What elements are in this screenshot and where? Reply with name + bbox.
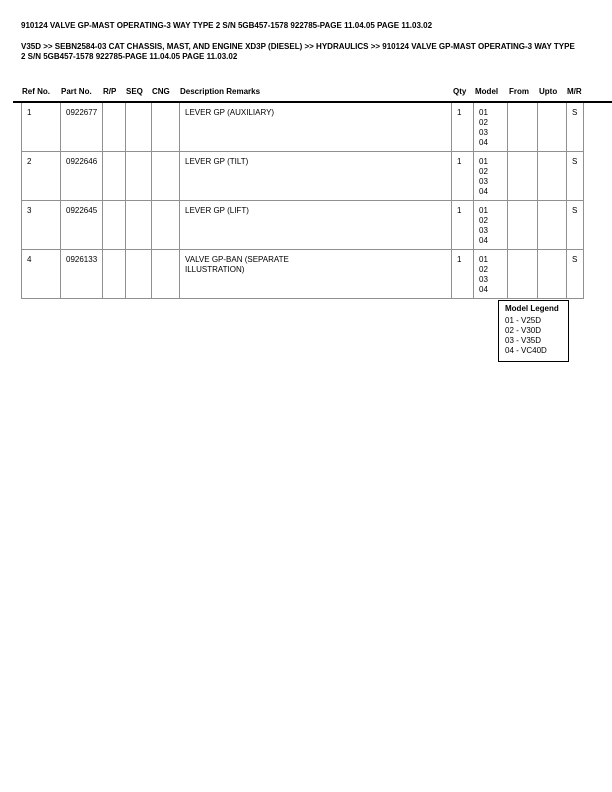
upto-cell <box>538 152 567 201</box>
model-legend <box>498 300 569 362</box>
col-header-from: From <box>509 87 529 96</box>
mr-cell: S <box>567 152 584 201</box>
table-row <box>22 201 584 250</box>
seq-cell <box>126 201 152 250</box>
table-header <box>0 87 612 99</box>
part-number-cell: 0922646 <box>61 152 103 201</box>
col-header-rp: R/P <box>103 87 117 96</box>
description-cell: LEVER GP (LIFT) <box>180 201 452 250</box>
model-cell: 01 02 03 04 <box>474 152 508 201</box>
qty-cell: 1 <box>452 250 474 299</box>
part-number-cell: 0926133 <box>61 250 103 299</box>
part-number-cell: 0922677 <box>61 103 103 152</box>
col-header-mr: M/R <box>567 87 582 96</box>
col-header-seq: SEQ <box>126 87 143 96</box>
model-cell: 01 02 03 04 <box>474 103 508 152</box>
upto-cell <box>538 201 567 250</box>
col-header-cng: CNG <box>152 87 170 96</box>
description-cell: LEVER GP (AUXILIARY) <box>180 103 452 152</box>
upto-cell <box>538 103 567 152</box>
cng-cell <box>152 152 180 201</box>
table-row <box>22 152 584 201</box>
model-legend-item: 02 - V30D <box>505 326 542 335</box>
table-row <box>22 250 584 299</box>
mr-cell: S <box>567 103 584 152</box>
col-header-part: Part No. <box>61 87 92 96</box>
model-cell: 01 02 03 04 <box>474 250 508 299</box>
from-cell <box>508 250 538 299</box>
rp-cell <box>103 152 126 201</box>
seq-cell <box>126 250 152 299</box>
model-legend-item: 03 - V35D <box>505 336 542 345</box>
model-legend-item: 04 - VC40D <box>505 346 547 355</box>
breadcrumb: V35D >> SEBN2584-03 CAT CHASSIS, MAST, AND ENGINE XD3P (DIESEL) >> HYDRAULICS >> 910124 VALVE GP-MAST OPERATING-3 WAY TYPE 2 S/N 5GB457-1578 922785-PAGE 11.04.05 PAGE 11.03.02 <box>21 42 575 61</box>
col-header-upto: Upto <box>539 87 558 96</box>
parts-table <box>21 103 584 299</box>
model-legend-title: Model Legend <box>505 304 559 313</box>
cng-cell <box>152 250 180 299</box>
rp-cell <box>103 103 126 152</box>
ref-cell: 3 <box>22 201 61 250</box>
qty-cell: 1 <box>452 103 474 152</box>
ref-cell: 2 <box>22 152 61 201</box>
upto-cell <box>538 250 567 299</box>
cng-cell <box>152 103 180 152</box>
ref-cell: 1 <box>22 103 61 152</box>
page-title: 910124 VALVE GP-MAST OPERATING-3 WAY TYPE 2 S/N 5GB457-1578 922785-PAGE 11.04.05 PAGE 11.03.02 <box>21 21 433 30</box>
cng-cell <box>152 201 180 250</box>
from-cell <box>508 152 538 201</box>
from-cell <box>508 201 538 250</box>
mr-cell: S <box>567 250 584 299</box>
model-cell: 01 02 03 04 <box>474 201 508 250</box>
ref-cell: 4 <box>22 250 61 299</box>
model-legend-item: 01 - V25D <box>505 316 542 325</box>
from-cell <box>508 103 538 152</box>
rp-cell <box>103 250 126 299</box>
col-header-qty: Qty <box>453 87 467 96</box>
rp-cell <box>103 201 126 250</box>
seq-cell <box>126 152 152 201</box>
table-row <box>22 103 584 152</box>
mr-cell: S <box>567 201 584 250</box>
part-number-cell: 0922645 <box>61 201 103 250</box>
description-cell: LEVER GP (TILT) <box>180 152 452 201</box>
qty-cell: 1 <box>452 152 474 201</box>
description-cell: VALVE GP-BAN (SEPARATE ILLUSTRATION) <box>180 250 452 299</box>
seq-cell <box>126 103 152 152</box>
qty-cell: 1 <box>452 201 474 250</box>
col-header-ref: Ref No. <box>22 87 50 96</box>
col-header-model: Model <box>475 87 499 96</box>
col-header-desc: Description Remarks <box>180 87 261 96</box>
